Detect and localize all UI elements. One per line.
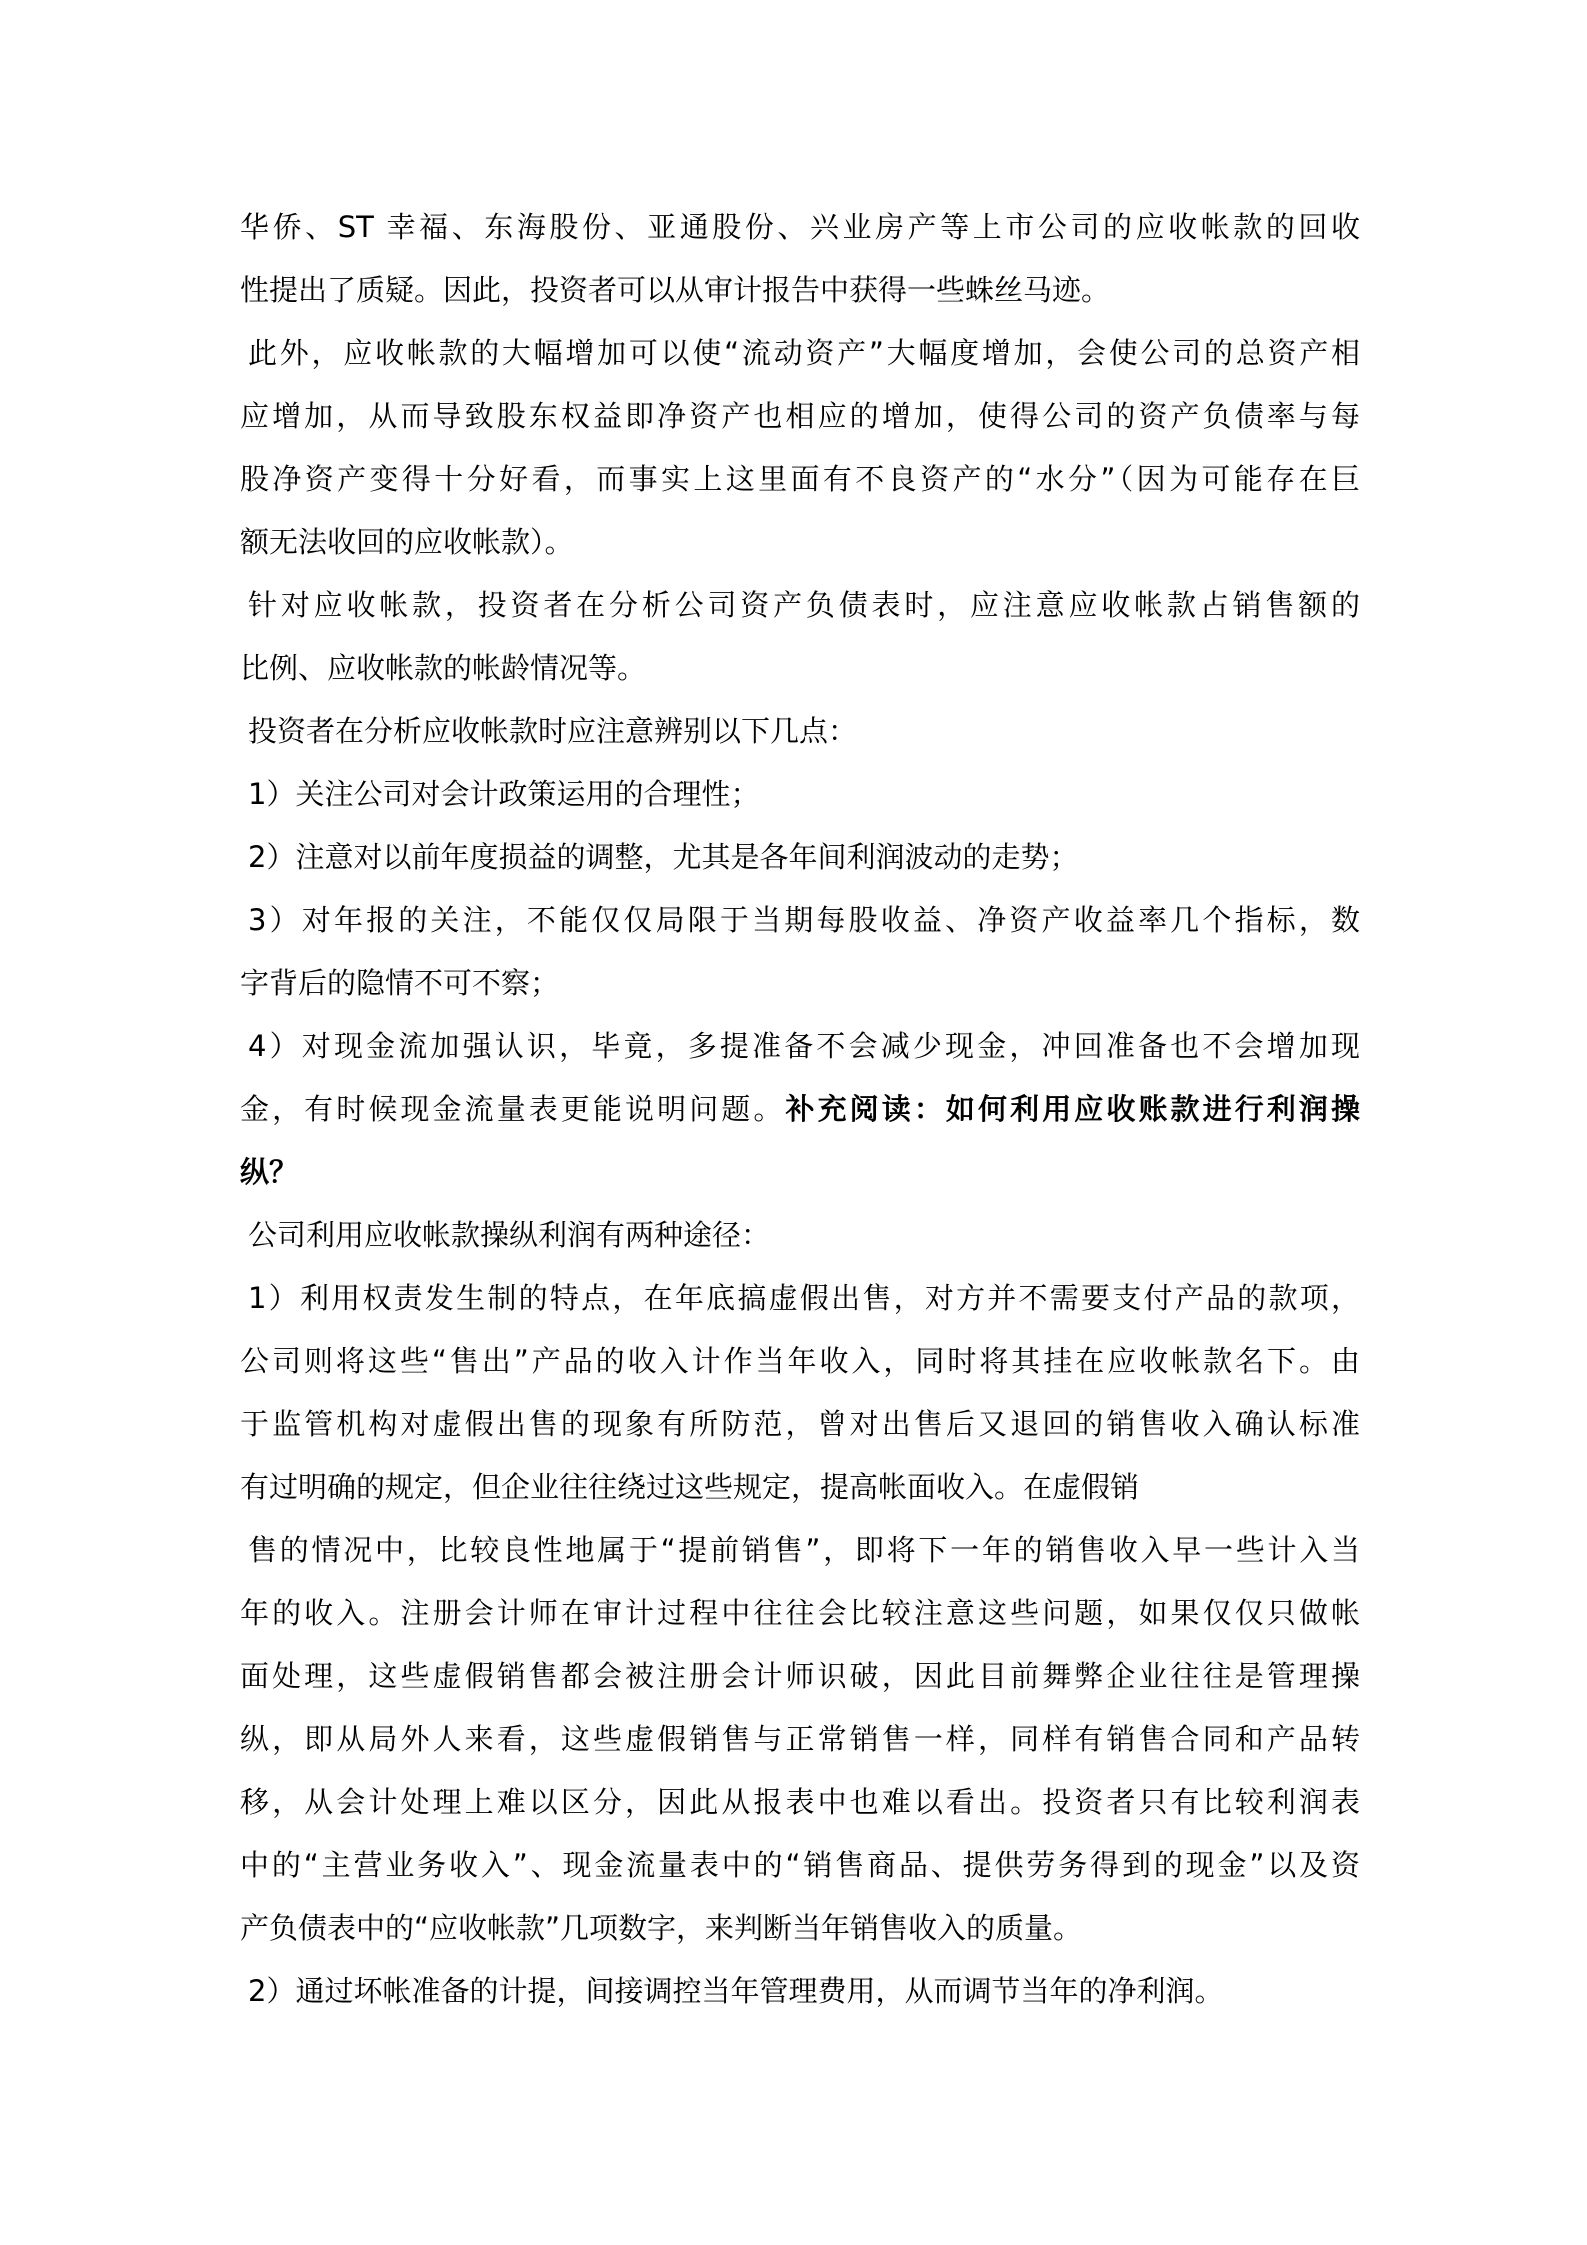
text-line: 字背后的隐情不可不察； [240, 966, 560, 1000]
text-line [240, 1078, 1360, 1141]
list-item: 2）通过坏帐准备的计提，间接调控当年管理费用，从而调节当年的净利润。 [248, 1974, 1224, 2008]
text-line: 针对应收帐款，投资者在分析公司资产负债表时，应注意应收帐款占销售额的 [248, 588, 1360, 622]
text-line: 年的收入。注册会计师在审计过程中往往会比较注意这些问题，如果仅仅只做帐 [240, 1596, 1360, 1630]
text-line: 性提出了质疑。因此，投资者可以从审计报告中获得一些蛛丝马迹。 [240, 273, 1111, 307]
text-line: 此外，应收帐款的大幅增加可以使“流动资产”大幅度增加，会使公司的总资产相 [248, 336, 1360, 370]
text-line: 纵，即从局外人来看，这些虚假销售与正常销售一样，同样有销售合同和产品转 [240, 1722, 1360, 1756]
text-line: 有过明确的规定，但企业往往绕过这些规定，提高帐面收入。在虚假销 [240, 1470, 1140, 1504]
text-line: 移，从会计处理上难以区分，因此从报表中也难以看出。投资者只有比较利润表 [240, 1785, 1360, 1819]
text-line: 投资者在分析应收帐款时应注意辨别以下几点： [248, 714, 858, 748]
list-item: 2）注意对以前年度损益的调整，尤其是各年间利润波动的走势； [248, 840, 1079, 874]
text-line: 比例、应收帐款的帐龄情况等。 [240, 651, 647, 685]
list-item: 4）对现金流加强认识，毕竟，多提准备不会减少现金，冲回准备也不会增加现 [248, 1029, 1360, 1063]
text-line: 应增加，从而导致股东权益即净资产也相应的增加，使得公司的资产负债率与每 [240, 399, 1360, 433]
supplementary-reading-heading-end: 纵？ [240, 1155, 299, 1189]
text-line: 额无法收回的应收帐款）。 [240, 525, 574, 559]
text-line: 华侨、ST 幸福、东海股份、亚通股份、兴业房产等上市公司的应收帐款的回收 [240, 210, 1360, 244]
text-line: 产负债表中的“应收帐款”几项数字，来判断当年销售收入的质量。 [240, 1911, 1083, 1945]
text-line: 于监管机构对虚假出售的现象有所防范，曾对出售后又退回的销售收入确认标准 [240, 1407, 1360, 1441]
document-body [240, 196, 1360, 2023]
text-line: 公司则将这些“售出”产品的收入计作当年收入，同时将其挂在应收帐款名下。由 [240, 1344, 1360, 1378]
list-item: 3）对年报的关注，不能仅仅局限于当期每股收益、净资产收益率几个指标，数 [248, 903, 1360, 937]
supplementary-reading-heading: 补充阅读：如何利用应收账款进行利润操 [785, 1092, 1360, 1126]
text-segment: 金，有时候现金流量表更能说明问题。 [240, 1092, 786, 1126]
list-item: 1）关注公司对会计政策运用的合理性； [248, 777, 760, 811]
list-item: 1）利用权责发生制的特点，在年底搞虚假出售，对方并不需要支付产品的款项， [248, 1281, 1360, 1315]
text-line: 股净资产变得十分好看，而事实上这里面有不良资产的“水分”（因为可能存在巨 [240, 462, 1360, 496]
text-line: 售的情况中，比较良性地属于“提前销售”，即将下一年的销售收入早一些计入当 [248, 1533, 1360, 1567]
text-line: 面处理，这些虚假销售都会被注册会计师识破，因此目前舞弊企业往往是管理操 [240, 1659, 1360, 1693]
text-line: 公司利用应收帐款操纵利润有两种途径： [248, 1218, 771, 1252]
text-line: 中的“主营业务收入”、现金流量表中的“销售商品、提供劳务得到的现金”以及资 [240, 1848, 1360, 1882]
